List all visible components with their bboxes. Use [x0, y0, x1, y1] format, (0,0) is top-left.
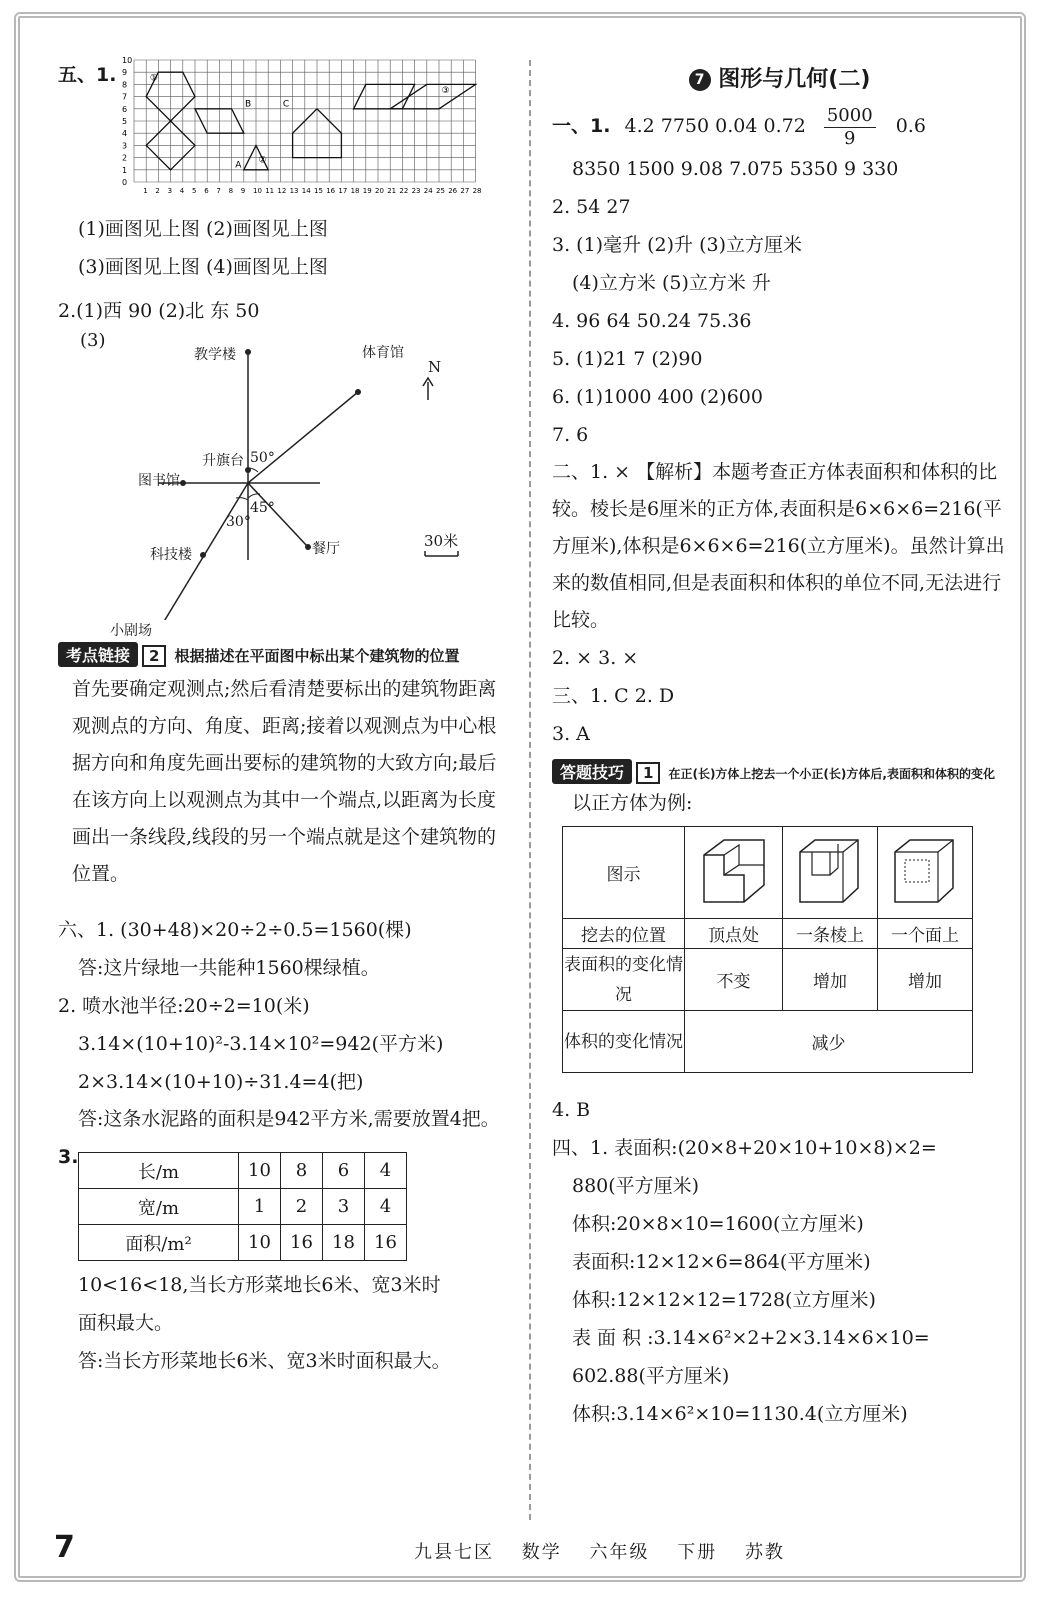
- c3: 3. A: [552, 723, 590, 745]
- angle-45: 45°: [250, 500, 275, 516]
- x-tick: 6: [204, 187, 209, 195]
- kd-num: 2: [142, 645, 166, 667]
- d1: 四、1. 表面积:(20×8+20×10+10×8)×2=: [552, 1137, 937, 1159]
- y-tick: 3: [122, 141, 128, 151]
- table-row: [79, 1189, 407, 1225]
- table-cell: 16: [365, 1225, 407, 1261]
- title-number: 7: [689, 69, 711, 91]
- s5-line-1: (1)画图见上图 (2)画图见上图: [78, 218, 328, 240]
- d1b: 880(平方厘米): [572, 1175, 700, 1197]
- table-head: 宽/m: [79, 1189, 239, 1225]
- fraction-num: 5000: [824, 105, 876, 128]
- table-cell: 减少: [685, 1011, 973, 1073]
- grid-figure: [120, 52, 490, 200]
- map-label-flag: 升旗台: [202, 453, 244, 469]
- grid-marker: B: [245, 99, 252, 110]
- table-cell: 增加: [878, 949, 973, 1011]
- page-footer: [50, 1530, 990, 1570]
- page-number: 7: [54, 1530, 75, 1565]
- footer-region: 九县七区: [414, 1542, 494, 1563]
- grid-marker: A: [235, 160, 242, 171]
- table-row: [79, 1153, 407, 1189]
- s6-q3-l1: 10<16<18,当长方形菜地长6米、宽3米时: [78, 1274, 441, 1296]
- s6-a3: 答:当长方形菜地长6米、宽3米时面积最大。: [78, 1350, 451, 1372]
- x-tick: 13: [289, 187, 299, 195]
- s6-q1: 六、1. (30+48)×20÷2÷0.5=1560(棵): [58, 919, 412, 941]
- x-tick: 11: [265, 187, 275, 195]
- r3b: (4)立方米 (5)立方米 升: [572, 272, 771, 294]
- table-cell: 不变: [685, 949, 783, 1011]
- x-tick: 9: [240, 187, 246, 195]
- s6-q3-l2: 面积最大。: [78, 1312, 174, 1334]
- angle-50: 50°: [250, 450, 275, 466]
- r1-tail: 0.6: [895, 115, 926, 137]
- map-label-canteen: 餐厅: [312, 541, 340, 557]
- x-tick: 5: [192, 187, 197, 195]
- d3: 表面积:12×12×6=864(平方厘米): [572, 1251, 871, 1273]
- kd-tag: 考点链接: [58, 642, 138, 667]
- footer-edition: 苏教: [744, 1542, 785, 1563]
- kd-title: 根据描述在平面图中标出某个建筑物的位置: [174, 647, 460, 665]
- map-label-gym: 体育馆: [362, 345, 404, 361]
- table-cell: 18: [323, 1225, 365, 1261]
- s6-a1: 答:这片绿地一共能种1560棵绿植。: [78, 957, 380, 979]
- x-tick: 27: [460, 187, 470, 195]
- table-head: 体积的变化情况: [563, 1011, 685, 1073]
- s6-q2-l2: 3.14×(10+10)²-3.14×10²=942(平方米): [78, 1033, 444, 1055]
- tip-num: 1: [636, 762, 660, 784]
- table-cell: 一个面上: [878, 919, 973, 949]
- table-cell: 顶点处: [685, 919, 783, 949]
- north-label: N: [428, 358, 442, 376]
- s5-q2: 2.(1)西 90 (2)北 东 50: [58, 300, 260, 322]
- table-cell: 1: [239, 1189, 281, 1225]
- cube-table: [562, 826, 973, 1073]
- area-table: [78, 1152, 407, 1261]
- table-row: [563, 827, 973, 919]
- table-cell: 16: [281, 1225, 323, 1261]
- c1: 三、1. C 2. D: [552, 685, 675, 707]
- map-label-library: 图书馆: [138, 473, 180, 489]
- table-cell: 6: [323, 1153, 365, 1189]
- cube-face-svg: [885, 830, 965, 910]
- y-tick: 7: [122, 92, 128, 102]
- s6-q2: 2. 喷水池半径:20÷2=10(米): [58, 995, 310, 1017]
- map-label-teaching: 教学楼: [194, 347, 236, 363]
- left-column: [58, 52, 508, 1380]
- x-tick: 1: [143, 187, 148, 195]
- s6-q3-block: [58, 1146, 508, 1266]
- table-cell: 10: [239, 1225, 281, 1261]
- x-tick: 2: [155, 187, 160, 195]
- x-tick: 23: [411, 187, 421, 195]
- title-text: 图形与几何(二): [718, 67, 871, 92]
- table-row: [563, 919, 973, 949]
- x-tick: 12: [277, 187, 287, 195]
- section-title: [552, 62, 1007, 102]
- table-head: 图示: [563, 827, 685, 919]
- d5: 表 面 积 :3.14×6²×2+2×3.14×6×10=: [572, 1327, 930, 1349]
- d4: 体积:12×12×12=1728(立方厘米): [572, 1289, 876, 1311]
- table-row: [563, 1011, 973, 1073]
- x-tick: 25: [436, 187, 445, 195]
- s6-a2: 答:这条水泥路的面积是942平方米,需要放置4把。: [78, 1108, 500, 1130]
- table-row: [563, 949, 973, 1011]
- c4: 4. B: [552, 1099, 591, 1121]
- table-row: [79, 1225, 407, 1261]
- table-cell: 增加: [783, 949, 878, 1011]
- table-cell: 一条棱上: [783, 919, 878, 949]
- scale-label: 30米: [424, 532, 459, 550]
- y-tick: 2: [122, 153, 128, 163]
- table-head: 长/m: [79, 1153, 239, 1189]
- r6: 6. (1)1000 400 (2)600: [552, 386, 763, 408]
- x-tick: 21: [387, 187, 397, 195]
- x-tick: 28: [472, 187, 482, 195]
- map-label-tech: 科技楼: [150, 547, 192, 563]
- table-head: 挖去的位置: [563, 919, 685, 949]
- s6-q2-l3: 2×3.14×(10+10)÷31.4=4(把): [78, 1071, 364, 1093]
- x-tick: 8: [228, 187, 234, 195]
- s5-q2-3: (3): [80, 330, 106, 351]
- e1: 二、1. × 【解析】本题考查正方体表面积和体积的比较。棱长是6厘米的正方体,表面积是6×6×6=216(平方厘米),体积是6×6×6=216(立方厘米)。虽然计算出来的数值相同,但是表面积和体积的单位不同,无法进行比较。: [552, 461, 1005, 631]
- footer-grade: 六年级: [589, 1542, 650, 1563]
- grid-marker: ①: [149, 73, 158, 84]
- r1-line1: [552, 102, 1007, 150]
- tip-intro: 以正方体为例:: [572, 792, 693, 814]
- footer-info: [414, 1538, 805, 1564]
- s5-line-2: (3)画图见上图 (4)画图见上图: [78, 256, 328, 278]
- table-head: 面积/m²: [79, 1225, 239, 1261]
- table-cell: 10: [239, 1153, 281, 1189]
- x-tick: 16: [326, 187, 336, 195]
- grid-marker: ③: [441, 85, 450, 96]
- y-tick: 0: [122, 178, 128, 187]
- tip-tag: 答题技巧: [552, 759, 632, 784]
- r3: 3. (1)毫升 (2)升 (3)立方厘米: [552, 234, 802, 256]
- x-tick: 26: [448, 187, 458, 195]
- s6-q3-label: 3.: [58, 1146, 79, 1168]
- section-5-label: 五、1.: [58, 64, 117, 86]
- x-tick: 14: [301, 187, 311, 195]
- x-tick: 4: [179, 187, 185, 195]
- column-divider: [529, 60, 531, 1520]
- cube-edge-figure: [783, 827, 878, 919]
- y-tick: 9: [122, 68, 128, 78]
- x-tick: 19: [362, 187, 372, 195]
- x-tick: 15: [314, 187, 323, 195]
- table-cell: 4: [365, 1189, 407, 1225]
- tip-header: [552, 759, 1007, 784]
- table-cell: 4: [365, 1153, 407, 1189]
- d5b: 602.88(平方厘米): [572, 1365, 730, 1387]
- cube-corner-figure: [685, 827, 783, 919]
- angle-30: 30°: [226, 514, 251, 530]
- cube-edge-svg: [790, 830, 870, 910]
- right-column: [552, 52, 1007, 1433]
- r2: 2. 54 27: [552, 196, 631, 218]
- x-tick: 3: [167, 187, 173, 195]
- tip-title: 在正(长)方体上挖去一个小正(长)方体后,表面积和体积的变化: [668, 767, 995, 781]
- cube-face-figure: [878, 827, 973, 919]
- grid-marker: ②: [258, 155, 267, 166]
- r4: 4. 96 64 50.24 75.36: [552, 310, 752, 332]
- x-tick: 20: [375, 187, 384, 195]
- table-head: 表面积的变化情况: [563, 949, 685, 1011]
- x-tick: 22: [399, 187, 409, 195]
- table-cell: 3: [323, 1189, 365, 1225]
- kd-text: 首先要确定观测点;然后看清楚要标出的建筑物距离观测点的方向、角度、距离;接着以观测点为中心根据方向和角度先画出要标的建筑物的大致方向;最后在该方向上以观测点为其中一个端点,以距离为长度画出一条线段,线段的另一个端点就是这个建筑物的位置。: [72, 678, 497, 885]
- r5: 5. (1)21 7 (2)90: [552, 348, 703, 370]
- d2: 体积:20×8×10=1600(立方厘米): [572, 1213, 864, 1235]
- y-tick: 5: [122, 117, 128, 126]
- x-tick: 24: [423, 187, 433, 195]
- r1-line2: 8350 1500 9.08 7.075 5350 9 330: [572, 158, 899, 180]
- y-tick: 8: [122, 80, 128, 90]
- map-label-theater: 小剧场: [110, 623, 152, 639]
- kd-header: [58, 642, 508, 667]
- x-tick: 17: [338, 187, 348, 195]
- x-tick: 7: [216, 187, 221, 195]
- footer-subject: 数学: [521, 1542, 562, 1563]
- r1-values: 4.2 7750 0.04 0.72: [624, 115, 806, 137]
- r1-fraction: [824, 105, 876, 150]
- r7: 7. 6: [552, 424, 589, 446]
- footer-volume: 下册: [677, 1542, 718, 1563]
- y-tick: 6: [122, 104, 128, 114]
- x-tick: 18: [350, 187, 360, 195]
- fraction-den: 9: [844, 127, 856, 149]
- direction-map: [58, 330, 508, 639]
- d6: 体积:3.14×6²×10=1130.4(立方厘米): [572, 1403, 908, 1425]
- grid-marker: C: [282, 99, 290, 110]
- table-cell: 2: [281, 1189, 323, 1225]
- y-tick: 10: [122, 56, 133, 65]
- x-tick: 10: [253, 187, 262, 195]
- r1-label: 一、1.: [552, 115, 611, 137]
- cube-corner-svg: [694, 830, 774, 910]
- e2: 2. × 3. ×: [552, 647, 639, 669]
- y-tick: 1: [122, 165, 128, 175]
- y-tick: 4: [122, 129, 128, 139]
- table-cell: 8: [281, 1153, 323, 1189]
- grid-section: [58, 52, 508, 200]
